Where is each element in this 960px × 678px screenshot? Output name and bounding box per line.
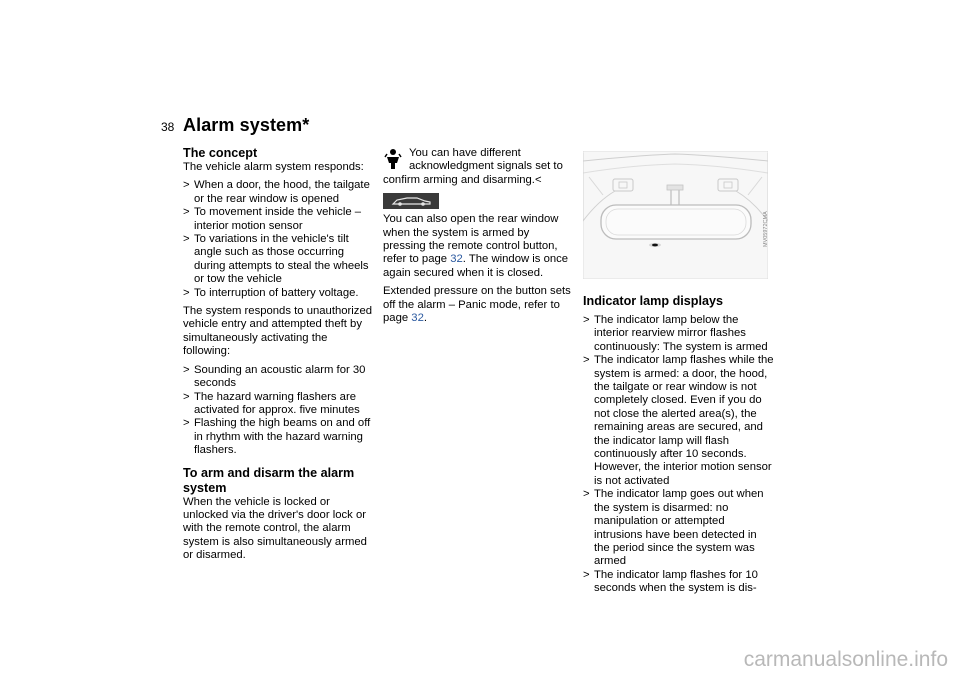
list-item: > The indicator lamp flashes for 10 seconds when the system is dis- (583, 568, 758, 595)
arm-text: When the vehicle is locked or unlocked via the driver's door lock or with the remote control, the alarm system is also simultaneously armed or disarmed. (183, 495, 367, 562)
car-remote-icon (383, 193, 439, 209)
unauthorized-text: The system responds to unauthorized vehicle entry and attempted theft by simultaneously activating the following: (183, 305, 373, 358)
concept-intro: The vehicle alarm system responds: (183, 161, 364, 173)
indicator-heading: Indicator lamp displays (583, 294, 723, 308)
watermark: carmanualsonline.info (743, 648, 948, 671)
responds-list (183, 179, 375, 300)
acknowledgment-text: You can have different acknowledgment signals set to confirm arming and disarming. (383, 147, 563, 186)
list-item: > Sounding an acoustic alarm for 30 seconds (183, 363, 366, 390)
list-item: > Flashing the high beams on and off in rhythm with the hazard warning flashers. (183, 417, 371, 457)
column-left (183, 146, 375, 563)
page-link-32[interactable]: 32 (450, 253, 463, 266)
indicator-list (583, 314, 775, 596)
column-right (583, 294, 775, 596)
note-block (383, 147, 573, 187)
page-link-32-panic[interactable]: 32 (411, 312, 424, 325)
panic-text: Extended pressure on the button sets off the alarm – Panic mode, refer to page (383, 285, 571, 325)
list-item: > The indicator lamp flashes while the system is armed: a door, the hood, the tailgate or rear window is not completely closed. Even if you do not close the alerted area(s), the remaining areas are secured, and the indicator lamp will flash continuously after 10 seconds. However, the interior motion sensor is not activated (583, 354, 774, 487)
rearview-mirror-illustration (583, 151, 768, 279)
concept-heading: The concept (183, 146, 258, 160)
list-item: > To interruption of battery voltage. (183, 286, 359, 299)
page-title: Alarm system* (183, 115, 310, 135)
end-mark: < (534, 173, 542, 186)
list-item: > When a door, the hood, the tailgate or the rear window is opened (183, 179, 370, 205)
arm-heading: To arm and disarm the alarm system (183, 465, 355, 495)
column-middle: You can have different acknowledgment signals set to confirm arming and disarming.< You can also open the rear window when the system is armed by pressing the remote control button, refer to page 32. The window is once again secured when it is closed. Extended pressure on the button sets off the alarm – Panic mode, refer to page 32. (383, 147, 573, 325)
list-item: > The indicator lamp below the interior rearview mirror flashes continuously: The system is armed (583, 314, 768, 353)
figure-code: MV05972CMA (763, 211, 769, 247)
list-item: > To variations in the vehicle's tilt angle such as those occurring during attempts to steal the wheels or tow the vehicle (183, 233, 369, 286)
rear-window-text: You can also open the rear window when the system is armed by pressing the remote control button, refer to page (383, 213, 559, 266)
person-note-icon (383, 148, 403, 170)
page-number: 38 (161, 120, 175, 134)
rearview-mirror-figure (583, 151, 768, 279)
list-item: > To movement inside the vehicle – interior motion sensor (183, 206, 362, 232)
list-item: > The hazard warning flashers are activated for approx. five minutes (183, 390, 360, 416)
activate-list (183, 364, 375, 458)
list-item: > The indicator lamp goes out when the system is disarmed: no manipulation or attempted intrusions have been detected in the period since the system was armed (583, 488, 764, 568)
